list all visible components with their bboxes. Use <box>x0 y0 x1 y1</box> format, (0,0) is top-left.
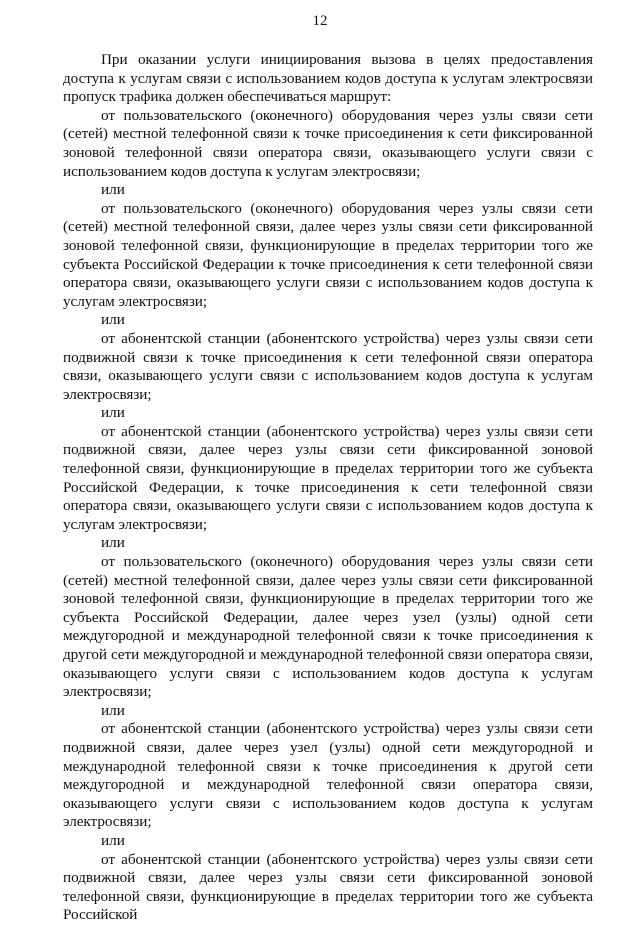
paragraph-route-7: от абонентской станции (абонентского устройства) через узлы связи сети подвижной связи, далее через узлы связи сети фиксированной зоновой телефонной связи, функционирующие в пределах территории того же субъекта Российской <box>63 850 593 924</box>
separator-or: или <box>101 404 125 422</box>
page-number: 12 <box>312 13 328 29</box>
paragraph-route-3: от абонентской станции (абонентского устройства) через узлы связи сети подвижной связи к точке присоединения к сети телефонной связи оператора связи, оказывающего услуги связи с использованием кодов доступа к услугам электросвязи; <box>63 329 593 403</box>
separator-or: или <box>101 701 125 719</box>
paragraph-route-2: от пользовательского (оконечного) оборудования через узлы связи сети (сетей) местной телефонной связи, далее через узлы связи сети фиксированной зоновой телефонной связи, функционирующие в пределах территории того же субъекта Российской Федерации к точке присоединения к сети телефонной связи оператора связи, оказывающего услуги связи с использованием кодов доступа к услугам электросвязи; <box>63 199 593 310</box>
paragraph-intro: При оказании услуги инициирования вызова в целях предоставления доступа к услугам связи с использованием кодов доступа к услугам электросвязи пропуск трафика должен обеспечиваться маршрут: <box>63 51 593 106</box>
paragraph-route-6: от абонентской станции (абонентского устройства) через узлы связи сети подвижной связи, далее через узел (узлы) одной сети междугородной и международной телефонной связи к точке присоединения к другой сети междугородной и международной телефонной связи оператора связи, оказывающего услуги связи с использованием кодов доступа к услугам электросвязи; <box>63 720 593 831</box>
separator-or: или <box>101 534 125 552</box>
separator-or: или <box>101 831 125 849</box>
separator-or: или <box>101 181 125 199</box>
paragraph-route-5: от пользовательского (оконечного) оборудования через узлы связи сети (сетей) местной телефонной связи, далее через узлы связи сети фиксированной зоновой телефонной связи, функционирующие в пределах территории того же субъекта Российской Федерации, далее через узел (узлы) одной сети междугородной и международной телефонной связи к точке присоединения к другой сети междугородной и международной телефонной связи оператора связи, оказывающего услуги связи с использованием кодов доступа к услугам электросвязи; <box>63 553 593 701</box>
paragraph-route-1: от пользовательского (оконечного) оборудования через узлы связи сети (сетей) местной телефонной связи к точке присоединения к сети фиксированной зоновой телефонной связи оператора связи, оказывающего услуги связи с использованием кодов доступа к услугам электросвязи; <box>63 106 593 180</box>
separator-or: или <box>101 311 125 329</box>
document-body <box>63 51 593 925</box>
paragraph-route-4: от абонентской станции (абонентского устройства) через узлы связи сети подвижной связи, далее через узлы связи сети фиксированной зоновой телефонной связи, функционирующие в пределах территории того же субъекта Российской Федерации, к точке присоединения к сети телефонной связи оператора связи, оказывающего услуги связи с использованием кодов доступа к услугам электросвязи; <box>63 422 593 533</box>
